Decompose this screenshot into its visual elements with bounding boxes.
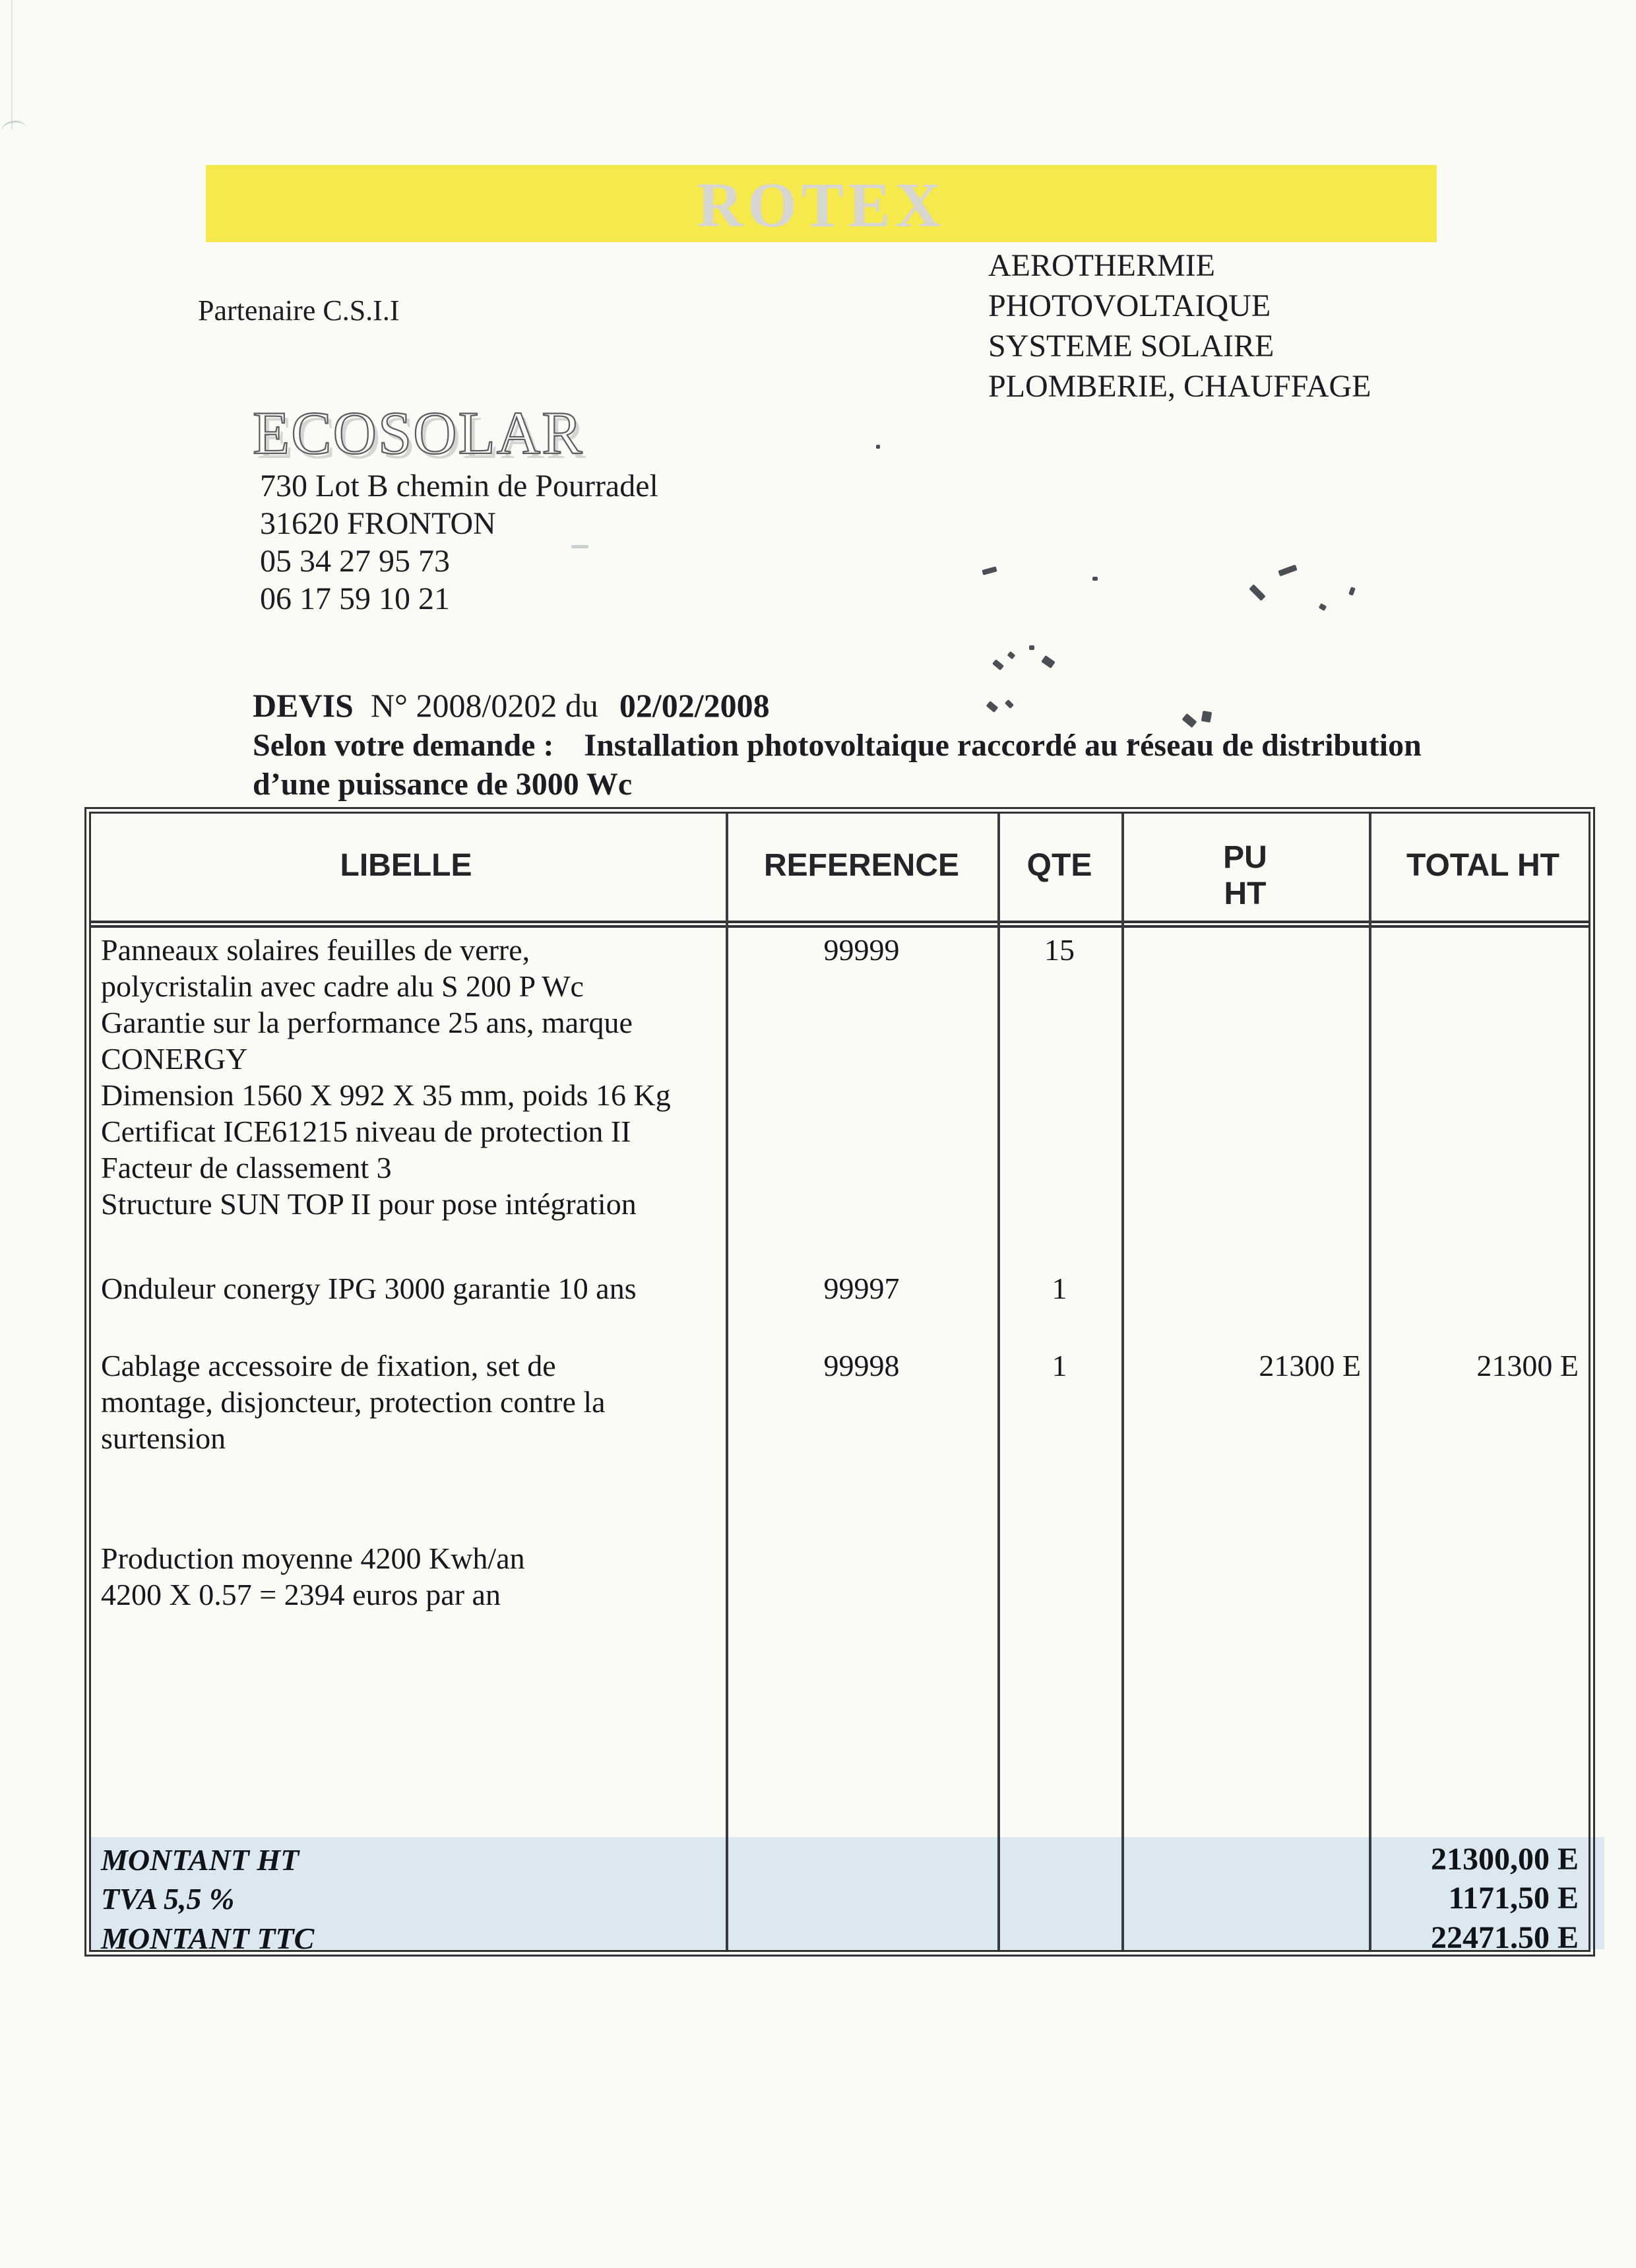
service-item-4: PLOMBERIE, CHAUFFAGE [988, 369, 1371, 404]
row-1-libelle-line: Structure SUN TOP II pour pose intégration [101, 1187, 637, 1221]
row-1-libelle-line: Certificat ICE61215 niveau de protection II [101, 1115, 631, 1148]
company-logo: ECOSOLAR [253, 399, 584, 467]
row-1-libelle-line: Dimension 1560 X 992 X 35 mm, poids 16 Kg [101, 1078, 671, 1112]
row-3-total-ht: 21300 E [1476, 1349, 1579, 1382]
quote-request [253, 727, 1422, 763]
header-separator [91, 921, 1589, 928]
service-item-1: AEROTHERMIE [988, 248, 1215, 283]
row-1-libelle-line: polycristalin avec cadre alu S 200 P Wc [101, 969, 584, 1003]
pencil-mark [0, 119, 27, 140]
row-3-pu-ht: 21300 E [1259, 1349, 1361, 1382]
scan-speck [876, 445, 880, 449]
scan-speck [1005, 699, 1014, 709]
quote-request-text: Installation photovoltaique raccordé au réseau de distribution [584, 728, 1422, 763]
total-label-2: TVA 5,5 % [101, 1882, 235, 1916]
row-1-qty: 15 [1044, 933, 1075, 967]
total-value-1: 21300,00 E [1430, 1842, 1579, 1877]
header-qte: QTE [1026, 848, 1092, 883]
row-3-libelle-line: montage, disjoncteur, protection contre la [101, 1385, 606, 1419]
scan-speck [1007, 651, 1016, 660]
company-address [260, 467, 658, 618]
scan-speck [1029, 645, 1034, 650]
row-3-libelle-line: Cablage accessoire de fixation, set de [101, 1349, 556, 1382]
scan-speck [1249, 584, 1265, 600]
total-label-1: MONTANT HT [101, 1843, 299, 1877]
total-value-2: 1171,50 E [1448, 1881, 1579, 1916]
row-3-reference: 99998 [823, 1349, 900, 1382]
scan-speck [1348, 587, 1356, 596]
scan-speck [1278, 564, 1297, 576]
row-2-reference: 99997 [823, 1272, 900, 1305]
row-1-libelle-line: Panneaux solaires feuilles de verre, [101, 933, 530, 967]
scan-edge-line [11, 0, 13, 129]
header-pu-line1: PU [1223, 840, 1267, 875]
quote-number: N° 2008/0202 du [370, 687, 598, 724]
partner-label: Partenaire C.S.I.I [198, 294, 400, 327]
row-1-libelle-line: CONERGY [101, 1042, 248, 1076]
row-4-libelle-line: Production moyenne 4200 Kwh/an [101, 1541, 525, 1575]
header-total-ht: TOTAL HT [1406, 848, 1559, 883]
row-1-reference: 99999 [823, 933, 900, 967]
total-value-3: 22471.50 E [1430, 1920, 1579, 1955]
scan-speck [982, 566, 997, 575]
row-3-qty: 1 [1052, 1349, 1067, 1382]
address-line-1: 730 Lot B chemin de Pourradel [260, 469, 658, 503]
service-item-3: SYSTEME SOLAIRE [988, 329, 1274, 364]
quote-header [253, 686, 770, 725]
brand-name: ROTEX [697, 169, 946, 240]
quote-request-label: Selon votre demande : [253, 728, 554, 763]
row-2-libelle-line: Onduleur conergy IPG 3000 garantie 10 ans [101, 1272, 637, 1305]
address-line-3: 05 34 27 95 73 [260, 544, 450, 579]
scan-speck [992, 659, 1004, 670]
service-item-2: PHOTOVOLTAIQUE [988, 288, 1271, 323]
header-reference: REFERENCE [763, 848, 960, 883]
address-line-2: 31620 FRONTON [260, 506, 496, 541]
brand-banner [206, 165, 1437, 242]
address-line-4: 06 17 59 10 21 [260, 581, 450, 616]
quote-request-continued: d’une puissance de 3000 Wc [253, 767, 633, 802]
scan-speck [1092, 577, 1098, 581]
scan-speck [1201, 711, 1212, 723]
row-1-libelle-line: Garantie sur la performance 25 ans, marque [101, 1006, 633, 1039]
scan-speck [1041, 655, 1055, 668]
quote-label: DEVIS [253, 687, 354, 724]
scan-speck [986, 701, 999, 713]
total-label-3: MONTANT TTC [101, 1922, 315, 1955]
header-libelle: LIBELLE [340, 848, 472, 883]
row-3-libelle-line: surtension [101, 1421, 226, 1455]
row-4-libelle-line: 4200 X 0.57 = 2394 euros par an [101, 1578, 501, 1611]
quote-date: 02/02/2008 [619, 687, 770, 724]
header-pu-line2: HT [1224, 876, 1267, 912]
scan-speck [1181, 713, 1197, 728]
services-list [988, 245, 1371, 406]
header-pu-ht [1121, 839, 1369, 912]
scan-speck [1319, 603, 1327, 611]
row-1-libelle-line: Facteur de classement 3 [101, 1151, 392, 1184]
row-2-qty: 1 [1052, 1272, 1067, 1305]
